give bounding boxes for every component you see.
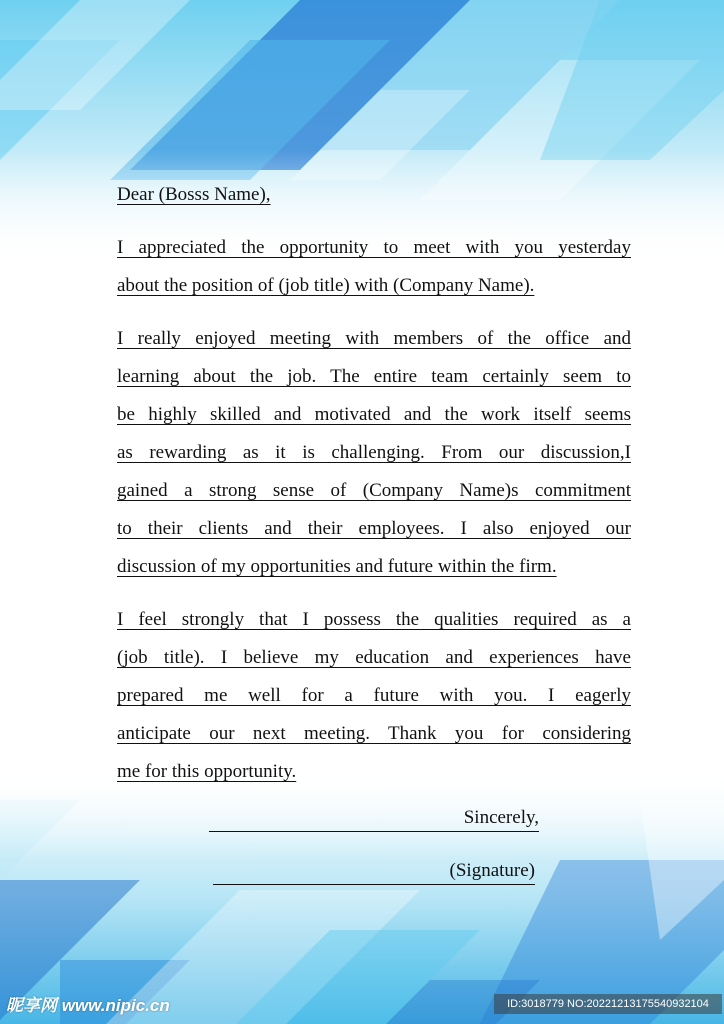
paragraph-2 <box>117 320 631 586</box>
paragraph-line: I really enjoyed meeting with members of the office and <box>117 328 631 349</box>
paragraph-line: (job title). I believe my education and experiences have <box>117 647 631 668</box>
paragraph-line: discussion of my opportunities and future within the firm. <box>117 556 557 577</box>
watermark-site: 昵享网 www.nipic.cn <box>6 996 170 1015</box>
paragraph-line: me for this opportunity. <box>117 761 297 782</box>
paragraph-line: I appreciated the opportunity to meet with you yesterday <box>117 237 631 258</box>
paragraph-line: be highly skilled and motivated and the work itself seems <box>117 404 631 425</box>
closing-line <box>209 801 539 832</box>
watermark-id: ID:3018779 NO:20221213175540932104 <box>494 994 722 1014</box>
paragraph-line: to their clients and their employees. I also enjoyed our <box>117 518 631 539</box>
paragraph-line: learning about the job. The entire team certainly seem to <box>117 366 631 387</box>
paragraph-3 <box>117 601 631 791</box>
paragraph-1 <box>117 229 631 305</box>
closing-text: Sincerely, <box>463 807 539 828</box>
paragraph-line: anticipate our next meeting. Thank you for considering <box>117 723 631 744</box>
signature-line <box>213 854 535 885</box>
paragraph-line: as rewarding as it is challenging. From our discussion,I <box>117 442 631 463</box>
paragraph-line: I feel strongly that I possess the qualities required as a <box>117 609 631 630</box>
signature-text: (Signature) <box>449 860 535 881</box>
paragraph-line: about the position of (job title) with (Company Name). <box>117 275 535 296</box>
letter-body <box>117 176 631 791</box>
paragraph-line: prepared me well for a future with you. I eagerly <box>117 685 631 706</box>
salutation: Dear (Bosss Name), <box>117 184 271 205</box>
paragraph-line: gained a strong sense of (Company Name)s commitment <box>117 480 631 501</box>
